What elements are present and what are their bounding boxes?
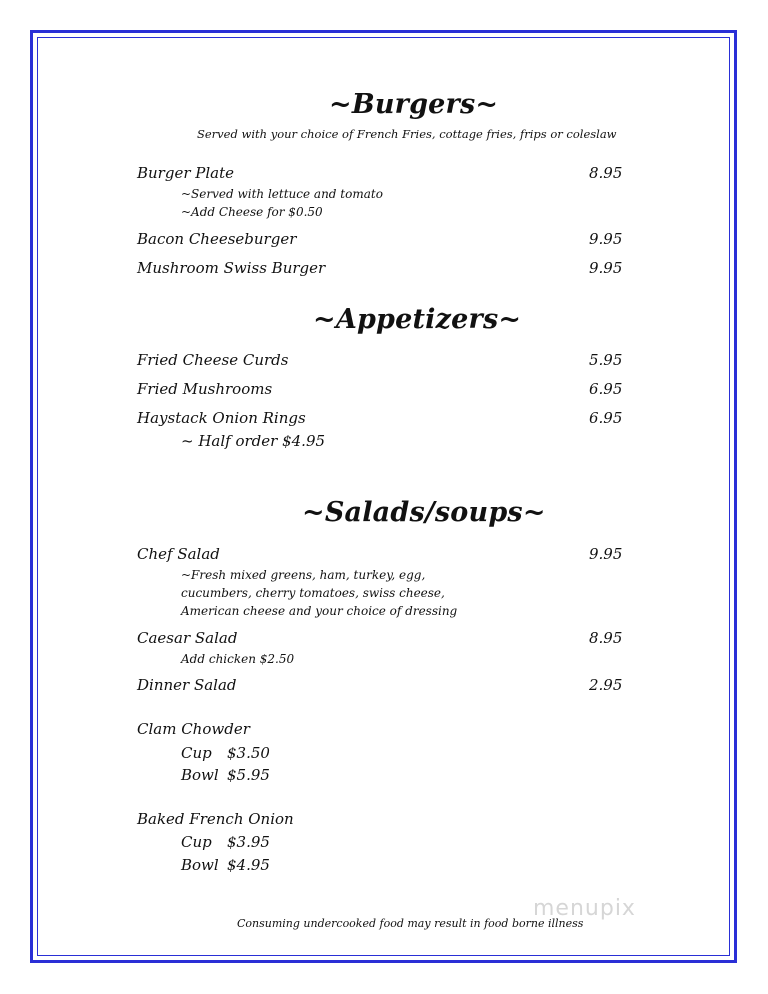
- menu-item-price: 2.95: [589, 676, 623, 694]
- menu-item-note: American cheese and your choice of dressing: [181, 604, 458, 618]
- soup-bowl-label: Bowl: [181, 856, 219, 874]
- menu-item-price: 9.95: [589, 259, 623, 277]
- menu-item-price: 9.95: [589, 230, 623, 248]
- menu-item-note: cucumbers, cherry tomatoes, swiss cheese,: [181, 586, 445, 600]
- menu-item-price: 8.95: [589, 629, 623, 647]
- menu-item-note: ~Served with lettuce and tomato: [181, 187, 383, 201]
- burgers-subtitle: Served with your choice of French Fries, cottage fries, frips or coleslaw: [197, 127, 617, 141]
- soup-bowl-price: $5.95: [227, 766, 270, 784]
- menu-item-price: 5.95: [589, 351, 623, 369]
- burgers-heading: ~Burgers~: [329, 89, 499, 120]
- menu-item-note: ~Add Cheese for $0.50: [181, 205, 323, 219]
- menu-item-note: ~ Half order $4.95: [181, 432, 326, 450]
- soup-name: Clam Chowder: [137, 720, 250, 738]
- menu-item-name: Chef Salad: [137, 545, 220, 563]
- soup-name: Baked French Onion: [137, 810, 294, 828]
- menu-item-price: 8.95: [589, 164, 623, 182]
- menu-item-note: ~Fresh mixed greens, ham, turkey, egg,: [181, 568, 426, 582]
- menu-item-name: Caesar Salad: [137, 629, 238, 647]
- menupix-watermark: menupix: [533, 896, 636, 921]
- menu-item-price: 9.95: [589, 545, 623, 563]
- soup-cup-label: Cup: [181, 744, 212, 762]
- menu-item-name: Bacon Cheeseburger: [137, 230, 297, 248]
- menu-item-name: Haystack Onion Rings: [137, 409, 306, 427]
- menu-item-name: Fried Cheese Curds: [137, 351, 289, 369]
- soup-cup-price: $3.50: [227, 744, 270, 762]
- appetizers-heading: ~Appetizers~: [313, 304, 522, 335]
- soup-bowl-label: Bowl: [181, 766, 219, 784]
- menu-item-name: Dinner Salad: [137, 676, 237, 694]
- soup-bowl-price: $4.95: [227, 856, 270, 874]
- soup-cup-label: Cup: [181, 833, 212, 851]
- menu-item-name: Burger Plate: [137, 164, 235, 182]
- menu-item-note: Add chicken $2.50: [181, 652, 295, 666]
- food-safety-disclaimer: Consuming undercooked food may result in food borne illness: [237, 917, 584, 930]
- menu-item-name: Mushroom Swiss Burger: [137, 259, 326, 277]
- soup-cup-price: $3.95: [227, 833, 270, 851]
- menu-item-name: Fried Mushrooms: [137, 380, 273, 398]
- menu-item-price: 6.95: [589, 380, 623, 398]
- salads-heading: ~Salads/soups~: [302, 497, 546, 528]
- menu-item-price: 6.95: [589, 409, 623, 427]
